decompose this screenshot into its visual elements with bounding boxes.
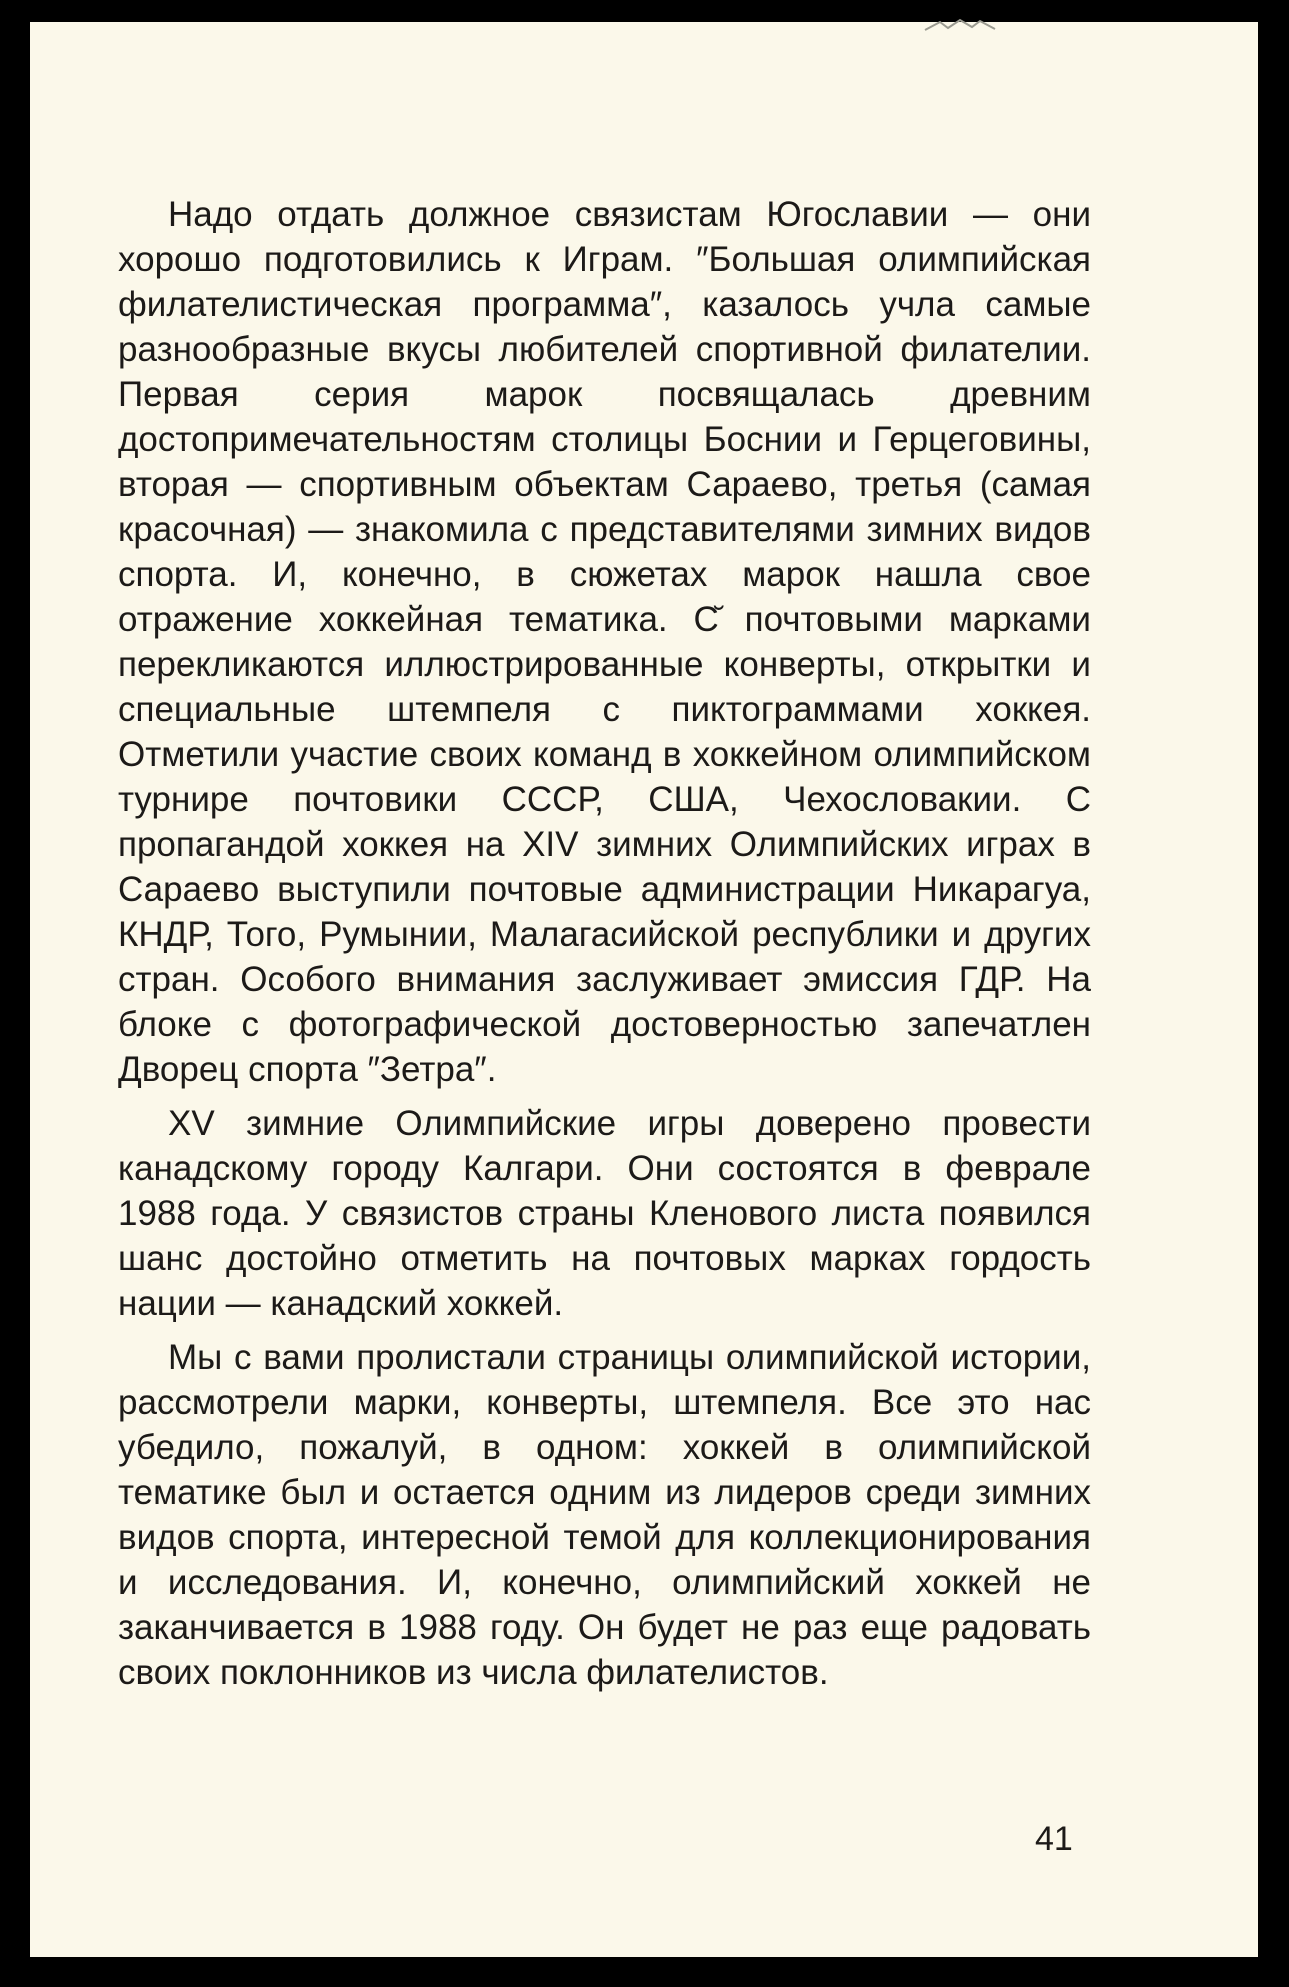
paragraph-3: Мы с вами пролистали страницы олимпийской истории, рассмотрели марки, конверты, штемпеля. Все это нас убедило, пожалуй, в одном: хоккей в олимпийской тематике был и остается одним из лидеров среди зимних видов спорта, интересной темой для коллекционирования и исследования. И, конечно, олимпийский хоккей не заканчивается в 1988 году. Он будет не раз еще радовать своих поклонников из числа филателистов. — [118, 1338, 1091, 1692]
book-page — [30, 22, 1258, 1957]
paragraph-1: Надо отдать должное связистам Югославии — они хорошо подготовились к Играм. ″Большая олимпийская филателистическая программа″, казалось учла самые разнообразные вкусы любителей спортивной филателии. Первая серия марок посвящалась древним достопримечательностям столицы Боснии и Герцеговины, вторая — спортивным объектам Сараево, третья (самая красочная) — знакомила с представителями зимних видов спорта. И, конечно, в сюжетах марок нашла свое отражение хоккейная тематика. С̆ почтовыми марками перекликаются иллюстрированные конверты, открытки и специальные штемпеля с пиктограммами хоккея. Отметили участие своих команд в хоккейном олимпийском турнире почтовики СССР, США, Чехословакии. С пропагандой хоккея на XIV зимних Олимпийских играх в Сараево выступили почтовые администрации Никарагуа, КНДР, Того, Румынии, Малагасийской республики и других стран. Особого внимания заслуживает эмиссия ГДР. На блоке с фотографической достоверностью запечатлен Дворец спорта ″Зетра″. — [118, 195, 1091, 1089]
body-text — [118, 192, 1091, 1704]
page-number: 41 — [1035, 1820, 1073, 1858]
paragraph-2: XV зимние Олимпийские игры доверено провести канадскому городу Калгари. Они состоятся в феврале 1988 года. У связистов страны Кленового листа появился шанс достойно отметить на почтовых марках гордость нации — канадский хоккей. — [118, 1104, 1091, 1323]
scan-artifact-icon — [920, 18, 1000, 32]
